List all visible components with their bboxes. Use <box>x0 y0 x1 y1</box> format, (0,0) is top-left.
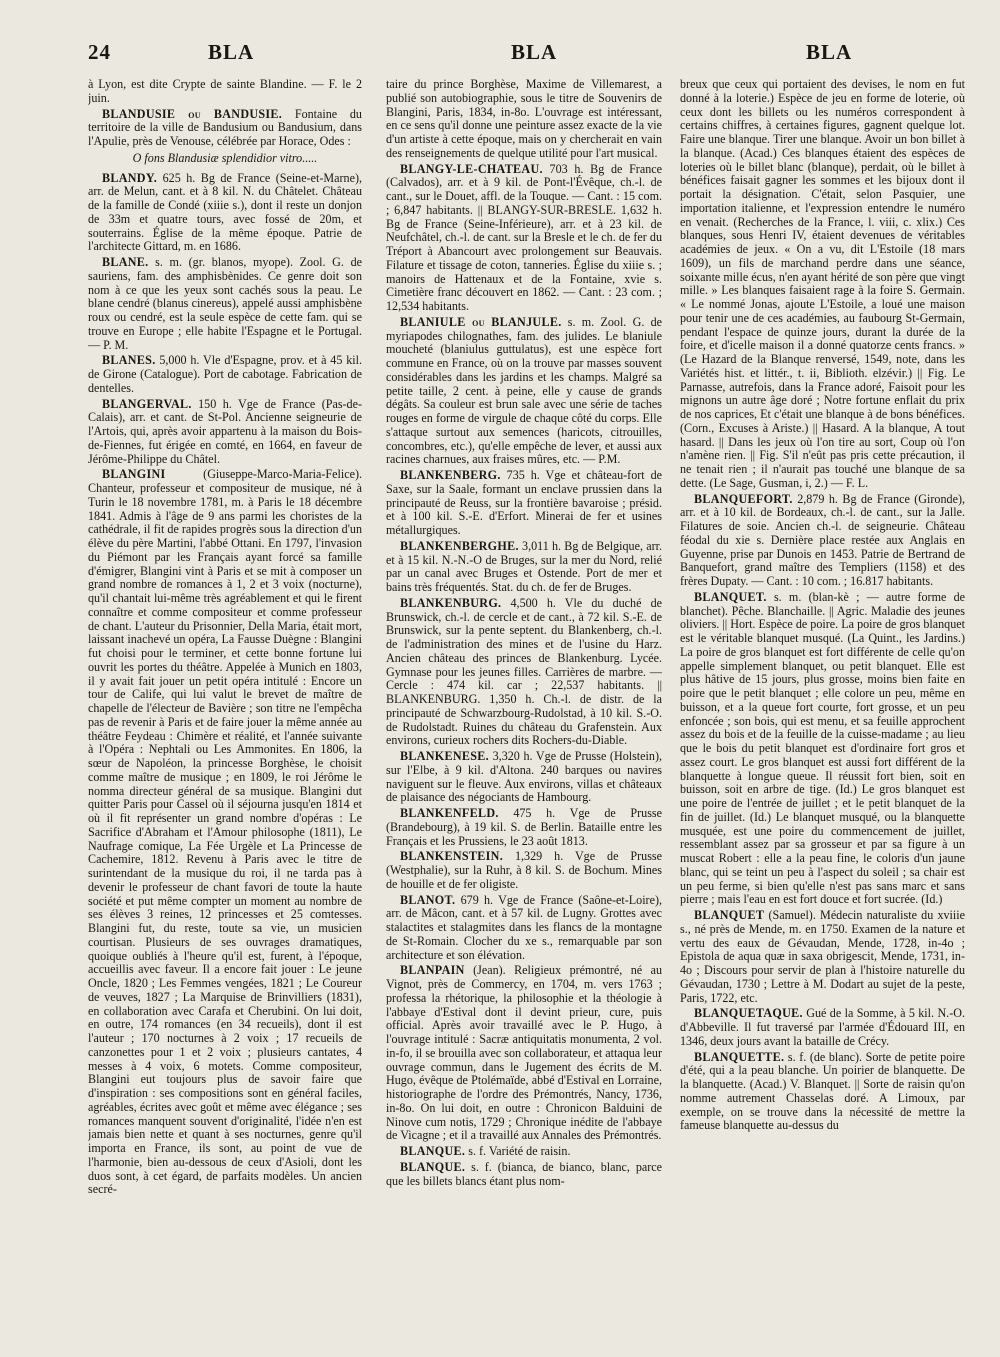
running-header <box>88 40 955 70</box>
entry-body: 679 h. Vge de France (Saône-et-Loire), arr. de Mâcon, cant. et à 57 kil. de Lugny. Grottes avec stalactites et stalagmites dans les flancs de la montagne de St-Romain. Clocher du xe s., remarquable par son architecture et son élévation. <box>386 892 662 962</box>
entry-blanquette <box>680 1051 965 1134</box>
entry-blaniule <box>386 316 662 467</box>
entry-body: (Samuel). Médecin naturaliste du xviiie s., né près de Mende, m. en 1750. Examen de la nature et vertu des eaux de Gévaudan, Mende, 1728, in-4o ; Epistola de aqua quæ in saxa obrigescit, Mende, 1731, in-4o ; Discours pour servir de plan à l'histoire naturelle du Gévaudan, 1730 ; Lettre à M. Dodart au sujet de la peste, Paris, 1722, etc. <box>680 908 965 1005</box>
headword: BLANGINI <box>102 467 166 482</box>
entry-body: s. f. (de blanc). Sorte de petite poire d'été, qui a la peau blanche. Un poirier de blanquette. De la blanquette. (Acad.) V. Blanquet. || Sorte de raisin qu'on nomme autrement Chasselas doré. A Limoux, par exemple, on se trouve dans la nécessité de mettre la fameuse blanquette au-dessus du <box>680 1049 965 1133</box>
quotation: O fons Blandusiæ splendidior vitro..... <box>132 150 318 165</box>
entry-body: 3,011 h. Bg de Belgique, arr. et à 15 kil. N.-N.-O de Bruges, sur la mer du Nord, relié par un canal avec Bruges et Ostende. Port de mer et bains très fréquentés. Stat. du ch. de fer de Bruges. <box>386 538 662 594</box>
text-column-1 <box>88 78 362 1340</box>
entry-continuation: taire du prince Borghèse, Maxime de Villemarest, a publié son autobiographie, sous le titre de Souvenirs de Blangini, Paris, 1834, in-8o. L'ouvrage est intéressant, en ce sens qu'il donne une peinture assez exacte de la vie d'un artiste à cette époque, mais on y chercherait en vain des renseignements de quelque utilité pour l'art musical. <box>386 78 662 160</box>
entry-continuation: breux que ceux qui portaient des devises, le nom en fut donné à la loterie.) Espèce de jeu en forme de loterie, où ceux dont les billets ou les numéros correspondent à certains chiffres, à certaines figures, gagnent quelque lot. Faire une blanque. Tirer une blanque. Avoir un bon billet à la blanque. (Acad.) Ces blanques étaient des espèces de loteries où le billet blanc (blanque), perdait, où le billet à bénéfices faisait gagner les sommes et les bijoux dont il portait la désignation. C'était, selon Pasquier, une importation italienne, et l'expression entendre le numéro en venait. (Recherches de la France, l. viii, c. xlix.) Ces blanques, sous Henri IV, étaient devenues de véritables académies de jeux. « On a vu, dit L'Estoile (18 mars 1609), un fils de marchand perdre dans une séance, soixante mille écus, n'en ayant hérité de son père que vingt mille. » Les blanques faisaient rage à la foire S. Germain. « Le nommé Jonas, ajoute L'Estoile, a loué une maison pour tenir une de ces académies, au faubourg St-Germain, pendant l'espace de quinze jours, durant la durée de la foire, et d'icelle maison il a donné quatorze cents francs. » (Le Hazard de la Blanque renversé, 1549, note, dans les Variétés hist. et littér., t. ii, Biblioth. elzévir.) || Fig. Le Parnasse, autrefois, dans la France adoré, Faisoit pour les mignons un autre âge doré ; Notre fortune enflait du prix de nos caprices, Et c'était une blanque à de bons bénéfices. (Corn., Excuses à Ariste.) || Hasard. A la blanque, A tout hasard. || Dans les jeux où l'on tire au sort, Coup où l'on n'amène rien. || Fig. S'il n'eût pas pris cette précaution, il ne tenait rien ; il n'aurait pas touché une blanque de sa dette. (Le Sage, Gusman, i, 2.) — F. L. <box>680 78 965 490</box>
headword: BLANQUETTE. <box>694 1049 785 1064</box>
entry-body: 4,500 h. Vle du duché de Brunswick, ch.-l. de cercle et de cant., à 72 kil. S.-E. de Brunswick, sur la pente septent. du Blankenberg, ch.-l. de l'administration des mines et de l'usine du Harz. Ancien château des princes de Blankenburg. Lycée. Gymnase pour les jeunes filles. Carrières de marbre. — Cercle : 474 kil. car ; 22,537 habitants. || BLANKENBURG. 1,350 h. Ch.-l. de distr. de la principauté de Schwarzbourg-Rudolstad, à 10 kil. S.-O. de Rudolstadt. Ruines du château du Grafenstein. Aux environs, curieux rochers dits Rochers-du-Diable. <box>386 595 662 748</box>
headword: BLANQUE. <box>400 1159 466 1174</box>
entry-blandusie <box>88 108 362 149</box>
headword: BLANGY-LE-CHATEAU. <box>400 161 543 176</box>
entry-blandy <box>88 172 362 255</box>
entry-body: s. m. Zool. G. de myriapodes chilognathes, fam. des julides. Le blaniule moucheté (blaniulus guttulatus), est une espèce fort commune en France, où on la trouve par masses souvent considérables dans les jardins et les champs. Malgré sa petite taille, 2 cent. à peine, elle y cause de grands dégâts. Sa couleur est brun sale avec une série de taches rouges en forme de virgule de chaque côté du corps. Elle s'attaque surtout aux semences (haricots, citrouilles, concombres, etc.), qu'elle empêche de lever, et aussi aux racines charnues, aux fraises mûres, etc. — P.M. <box>386 314 662 467</box>
entry-blankenfeld <box>386 807 662 848</box>
entry-blanot <box>386 894 662 963</box>
headword: BLANDY. <box>102 170 158 185</box>
headword: BLANKENBERG. <box>400 468 501 482</box>
entry-blangini <box>88 468 362 1197</box>
entry-blankenese <box>386 750 662 805</box>
header-right-title: BLA <box>806 40 853 64</box>
entry-blangerval <box>88 398 362 467</box>
entry-continuation: à Lyon, est dite Crypte de sainte Blandine. — F. le 2 juin. <box>88 78 362 105</box>
text-column-2 <box>386 78 662 1340</box>
entry-body: s. m. (gr. blanos, myope). Zool. G. de sauriens, fam. des amphisbènides. Ce genre doit son nom à ce que les yeux sont cachés sous la peau. Le blane cendré (blanus cinereus), appelé aussi amphisbène roux ou cendré, est la seule espèce de cette fam. qui se trouve en Europe ; elle habite l'Espagne et le Portugal. — P. M. <box>88 255 362 352</box>
entry-blane <box>88 256 362 352</box>
entry-body: s. f. Variété de raisin. <box>468 1144 571 1158</box>
entry-body: 703 h. Bg de France (Calvados), arr. et à 9 kil. de Pont-l'Évêque, ch.-l. de cant., sur le Douet, affl. de la Touque. — Cant. : 15 com. ; 6,847 habitants. || BLANGY-SUR-BRESLE. 1,632 h. Bg de France (Seine-Inférieure), arr. et à 23 kil. de Neufchâtel, ch.-l. de cant. sur la Bresle et le ch. de fer du Tréport à Abancourt avec prolongement sur Beauvais. Filature et tissage de coton, tanneries. Église du xiiie s. ; manoirs de Hattenaux et de la Fontaine, xvie s. Cimetière franc découvert en 1862. — Cant. : 23 com. ; 12,534 habitants. <box>386 161 662 313</box>
entry-body: Fontaine du territoire de la ville de Bandusium ou Bandusium, dans l'Apulie, près de Venouse, célébrée par Horace, Odes : <box>88 106 362 148</box>
headword: BLANPAIN <box>400 963 465 978</box>
headword: BLANKENESE. <box>400 749 489 763</box>
entry-blanpain <box>386 964 662 1143</box>
entry-body: (Jean). Religieux prémontré, né au Vignot, près de Commercy, en 1704, m. vers 1763 ; professa la rhétorique, la philosophie et la théologie à l'abbaye d'Estival dont il devint prieur, cure, puis official. Après avoir travaillé avec le P. Hugo, à l'ouvrage intitulé : Sacræ antiquitatis monumenta, 2 vol. in-fo, il se brouilla avec son collaborateur, et attaqua leur ouvrage commun, dans le Jugement des écrits de M. Hugo, évêque de Ptolémaïde, abbé d'Estival en Lorraine, historiographe de l'ordre des Prémontrés, Nancy, 1736, in-8o. On lui doit, en outre : Chronicon Balduini de Ninove cum notis, 1729 ; Chronique inédite de l'abbaye de Vicagne ; et il a travaillé aux Annales des Prémontrés. <box>386 963 662 1143</box>
header-left-title: BLA <box>208 40 255 64</box>
headword: BLANQUE. <box>400 1144 466 1158</box>
entry-body: 150 h. Vge de France (Pas-de-Calais), arr. et cant. de St-Pol. Ancienne seigneurie de l'Artois, qui, après avoir appartenu à la maison du Bois-de-Fiennes, fut érigée en comté, en 1664, en faveur de Jérôme-Philippe du Châtel. <box>88 396 362 466</box>
text-column-3 <box>680 78 965 1340</box>
entry-body: 735 h. Vge et château-fort de Saxe, sur la Saale, formant un enclave prussien dans la principauté de Reuss, sur la frontière bavaroise ; présid. et à 100 kil. S.-E. d'Erfort. Minerai de fer et usines métallurgiques. <box>386 468 662 537</box>
entry-body: 1,329 h. Vge de Prusse (Westphalie), sur la Ruhr, à 8 kil. S. de Bochum. Mines de houille et de fer oligiste. <box>386 849 662 891</box>
entry-blankenberghe <box>386 540 662 595</box>
entry-body: s. f. (bianca, de bianco, blanc, parce que les billets blancs étant plus nom- <box>386 1159 662 1188</box>
entry-blankenstein <box>386 850 662 891</box>
headword: BLANQUET. <box>694 589 767 604</box>
headword: BLANIULE ou BLANJULE. <box>400 314 562 329</box>
entry-body: (Giuseppe-Marco-Maria-Felice). Chanteur, professeur et compositeur de musique, né à Turin le 18 novembre 1781, m. à Paris le 18 décembre 1841. Admis à l'âge de 9 ans parmi les choristes de la cathédrale, il fit de rapides progrès sous la direction d'un élève du père Martini, l'abbé Ottani. En 1797, l'invasion du Piémont par les Français ayant forcé sa famille d'émigrer, Blangini vint à Paris et se mit à composer un grand nombre de romances à 1, 2 et 3 voix (nocturne), qu'il chantait lui-même très agréablement et qui le firent connaître et comme compositeur et comme professeur de chant. L'auteur du Prisonnier, Della Maria, était mort, laissant inachevé un opéra, La Fausse Duègne : Blangini fut choisi pour le terminer, et cette bonne fortune lui ouvrit les portes du théâtre. Appelée à Munich en 1803, il y avait fait jouer un petit opéra intitulé : Encore un tour de Calife, qui lui valut le brevet de maître de chapelle de l'électeur de Bavière ; son titre ne l'empêcha pas de revenir à Paris et de faire jouer la même année au théâtre Feydeau : Chimère et réalité, et l'année suivante à l'Opéra : Nephtali ou Les Ammonites. En 1806, la sœur de Napoléon, la princesse Borghèse, le choisit comme maître de musique ; en 1809, le roi Jérôme le nomma directeur général de sa musique. Blangini dut quitter Paris pour Cassel où il séjourna jusqu'en 1814 et où il fit représenter un grand nombre d'opéras : Le Sacrifice d'Abraham et l'Amour philosophe (1811), Le Naufrage comique, La Fée Urgèle et La Princesse de Cachemire, 1812. Revenu à Paris avec le titre de surintendant de la musique du roi, il ne tarda pas à devenir le professeur de chant favori de toute la haute société et put même compter un moment au nombre de ses élèves 3 reines, 12 princesses et 25 comtesses. Blangini fut, du reste, toute sa vie, un musicien courtisan. Plusieurs de ses ouvrages dramatiques, quoique oubliés à l'heure qu'il est, furent, à l'époque, accueillis avec faveur. Il a encore fait jouer : Le jeune Oncle, 1820 ; Les Femmes vengées, 1821 ; Le Coureur de veuves, 1827 ; La Marquise de Brinvilliers (1831), en collaboration avec Carafa et Cherubini. On lui doit, en outre, 174 romances (en 34 recueils), dont il est l'auteur ; 170 nocturnes à 2 voix ; 17 recueils de canzonettes pour 1 et 2 voix ; plusieurs cantates, 4 messes à 4 voix, 6 motets. Comme compositeur, Blangini eut toujours plus de savoir faire que d'inspiration : ses compositions sont en général faciles, agréables, écrites avec goût et même avec élégance ; ses romances manquent souvent d'originalité, l'idée n'en est jamais bien nette et quant à ses nocturnes, genre qu'il importa en France, ils sont, au point de vue de l'harmonie, bien au-dessous de ceux d'Asioli, dont les duos sont, à cet égard, de parfaits modèles. Un ancien secré- <box>88 467 362 1197</box>
entry-body: 2,879 h. Bg de France (Gironde), arr. et à 10 kil. de Bordeaux, ch.-l. de cant., sur la Jalle. Filatures de soie. Ancien ch.-l. de seigneurie. Château féodal du xie s. Dernière place restée aux Anglais en Guyenne, prise par Dunois en 1453. Patrie de Bertrand de Banquefort, grand maître des Templiers (1158) et des frères Dupaty. — Cant. : 10 com. ; 16.817 habitants. <box>680 491 965 588</box>
entry-blankenburg <box>386 597 662 748</box>
page-number: 24 <box>88 40 111 64</box>
headword: BLANKENBERGHE. <box>400 538 519 553</box>
headword: BLANKENSTEIN. <box>400 849 504 864</box>
headword: BLANQUET <box>694 908 765 922</box>
headword: BLANE. <box>102 255 149 269</box>
entry-blanquet-samuel <box>680 909 965 1005</box>
entry-body: Gué de la Somme, à 5 kil. N.-O. d'Abbeville. Il fut traversé par l'armée d'Édouard III, en 1346, deux jours avant la bataille de Crécy. <box>680 1006 965 1048</box>
headword: BLANQUETAQUE. <box>694 1006 803 1021</box>
headword: BLANGERVAL. <box>102 396 192 411</box>
headword: BLANKENBURG. <box>400 595 502 610</box>
header-center-title: BLA <box>511 40 558 64</box>
entry-blankenberg <box>386 469 662 538</box>
entry-blanquetaque <box>680 1007 965 1048</box>
entry-blanquet <box>680 591 965 907</box>
entry-body: 5,000 h. Vle d'Espagne, prov. et à 45 kil. de Girone (Catalogue). Port de cabotage. Fabrication de dentelles. <box>88 353 362 395</box>
entry-blanque-2 <box>386 1161 662 1189</box>
entry-blanque-1 <box>386 1145 662 1159</box>
headword: BLANES. <box>102 353 156 368</box>
entry-body: 3,320 h. Vge de Prusse (Holstein), sur l'Elbe, à 9 kil. d'Altona. 240 barques ou navires naviguent sur le fleuve. Aux environs, villas et châteaux de plaisance des négociants de Hambourg. <box>386 749 662 805</box>
entry-body: s. m. (blan-kè ; — autre forme de blanchet). Pêche. Blanchaille. || Agric. Maladie des jeunes oliviers. || Hort. Espèce de poire. La poire de gros blanquet est le véritable blanquet musqué. (La Quint., les Jardins.) La poire de gros blanquet est fort différente de celle qu'on appelle simplement blanquet, ou petit blanquet. Elle est plus hâtive de 15 jours, plus grosse, moins bien faite en poire que le petit blanquet ; elle colore un peu, même en buisson, et a la queue fort courte, fort grosse, et un peu enfoncée ; son bois, qui est menu, et sa feuille approchent assez du bois et de la feuille de la cuisse-madame ; au lieu que le bois du petit blanquet est d'ordinaire fort gros et assez court. Le gros blanquet est aussi fort différent de la blanquette à longue queue. Il réussit fort bien, soit en buisson, soit en arbre de tige. (Id.) Le gros blanquet est une poire de l'entrée de juillet ; et le petit blanquet de la fin de juillet. (Id.) Le blanquet musqué, ou la blanquette musquée, est une poire du commencement de juillet, ressemblant assez par sa grosseur et par sa figure à un muscat Robert : elle a la peau fine, le coloris d'un jaune blanc, qui se teint un peu à l'aspect du soleil ; sa chair est un peu ferme, si bien qu'elle n'est pas sans marc et sans pierre ; mais l'eau en est fort douce et fort sucrée. (Id.) <box>680 589 965 907</box>
headword: BLANQUEFORT. <box>694 491 793 506</box>
entry-blanes <box>88 354 362 395</box>
headword: BLANOT. <box>400 892 456 907</box>
entry-body: 625 h. Bg de France (Seine-et-Marne), arr. de Melun, cant. et à 8 kil. N. du Châtelet. Château de la famille de Condé (xiiie s.), dont il reste un donjon de 33m et quatre tours, avec fossé de 20m, et souterrains. Église de la même époque. Patrie de l'architecte Gittard, m. en 1686. <box>88 170 362 254</box>
entry-blangy <box>386 163 662 314</box>
entry-blanquefort <box>680 493 965 589</box>
headword: BLANKENFELD. <box>400 806 499 820</box>
entry-body: 475 h. Vge de Prusse (Brandebourg), à 19 kil. S. de Berlin. Bataille entre les Français et les Prussiens, le 23 août 1813. <box>386 806 662 848</box>
headword: BLANDUSIE ou BANDUSIE. <box>102 106 283 121</box>
